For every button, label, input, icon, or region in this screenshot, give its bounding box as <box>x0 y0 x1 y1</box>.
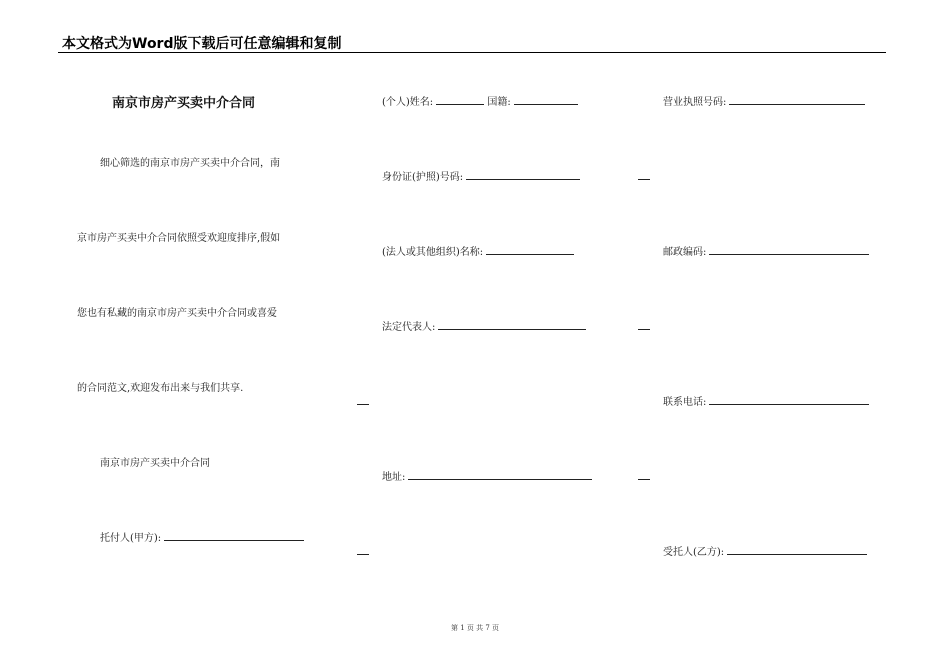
header-divider <box>58 52 886 53</box>
nationality-blank <box>514 94 578 105</box>
header-title: 本文格式为Word版下载后可任意编辑和复制 <box>62 36 342 52</box>
nationality-label: 国籍: <box>487 97 511 108</box>
phone-blank <box>709 394 869 405</box>
continuation-dash <box>357 554 369 555</box>
continuation-dash <box>638 179 650 180</box>
page-indicator: 第 1 页 共 7 页 <box>450 624 500 632</box>
license-label: 营业执照号码: <box>663 97 727 108</box>
principal-field <box>100 529 304 544</box>
agent-blank <box>727 544 867 555</box>
legal-rep-field <box>382 318 586 333</box>
individual-name-field <box>382 93 578 108</box>
org-name-blank <box>486 244 574 255</box>
individual-name-label: (个人)姓名: <box>382 97 434 108</box>
legal-rep-label: 法定代表人: <box>382 322 436 333</box>
id-number-blank <box>466 169 580 180</box>
contract-subtitle: 南京市房产买卖中介合同 <box>100 458 210 469</box>
legal-rep-blank <box>438 319 586 330</box>
phone-field <box>663 393 869 408</box>
postcode-field <box>663 243 869 258</box>
org-name-field <box>382 243 574 258</box>
continuation-dash <box>357 404 369 405</box>
continuation-dash <box>638 479 650 480</box>
agent-label: 受托人(乙方): <box>663 547 725 558</box>
intro-line-4: 的合同范文,欢迎发布出来与我们共享. <box>77 383 244 394</box>
license-blank <box>729 94 865 105</box>
intro-line-3: 您也有私藏的南京市房产买卖中介合同或喜爱 <box>77 308 277 319</box>
principal-label: 托付人(甲方): <box>100 533 162 544</box>
org-name-label: (法人或其他组织)名称: <box>382 247 484 258</box>
postcode-label: 邮政编码: <box>663 247 707 258</box>
principal-blank <box>164 530 304 541</box>
phone-label: 联系电话: <box>663 397 707 408</box>
id-number-label: 身份证(护照)号码: <box>382 172 464 183</box>
address-field <box>382 468 592 483</box>
individual-name-blank <box>436 94 484 105</box>
intro-line-1: 细心筛选的南京市房产买卖中介合同，南 <box>100 158 280 169</box>
document-title: 南京市房产买卖中介合同 <box>112 96 256 111</box>
postcode-blank <box>709 244 869 255</box>
license-field <box>663 93 865 108</box>
agent-field <box>663 543 867 558</box>
continuation-dash <box>638 329 650 330</box>
id-number-field <box>382 168 580 183</box>
intro-line-2: 京市房产买卖中介合同依照受欢迎度排序,假如 <box>77 233 281 244</box>
address-label: 地址: <box>382 472 406 483</box>
address-blank <box>408 469 592 480</box>
